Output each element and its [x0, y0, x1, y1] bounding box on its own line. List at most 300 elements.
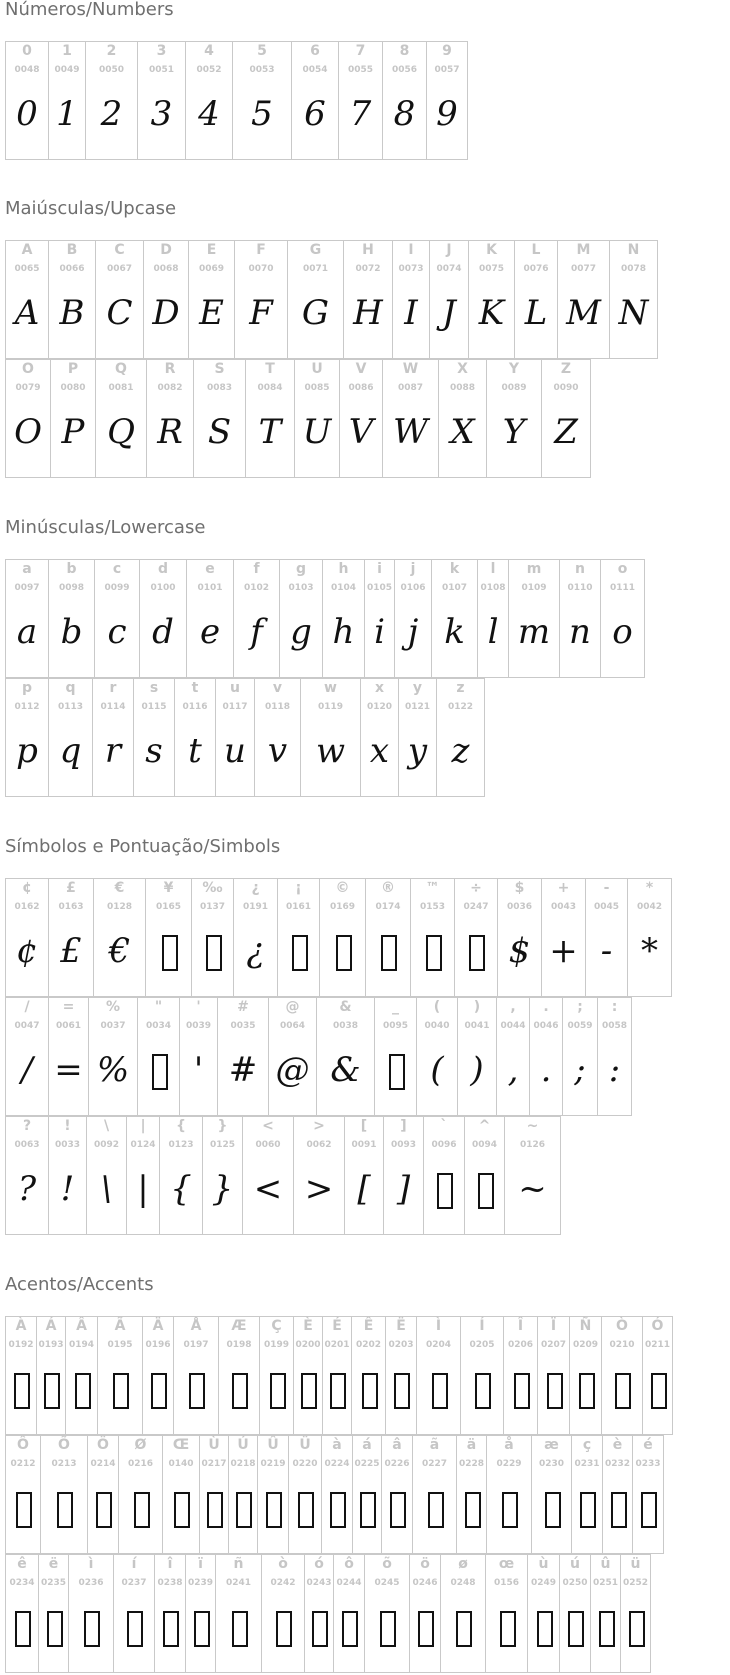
character-code: 0048	[14, 65, 40, 75]
character-label: Û	[267, 1437, 279, 1453]
character-label: å	[504, 1437, 514, 1453]
glyph-cell	[426, 41, 468, 160]
character-code: 0220	[292, 1459, 318, 1469]
missing-glyph-box	[641, 1492, 657, 1528]
character-label: !	[64, 1118, 71, 1134]
glyph-sample: G	[301, 293, 330, 333]
glyph-sample: >	[304, 1169, 334, 1209]
glyph-cell	[48, 559, 95, 678]
character-label: 9	[442, 43, 452, 59]
character-code: 0243	[306, 1578, 332, 1588]
glyph-sample: l	[487, 612, 499, 652]
character-label: %	[105, 999, 121, 1015]
character-label: +	[557, 880, 570, 896]
character-code: 0226	[384, 1459, 410, 1469]
glyph-cell	[429, 240, 469, 359]
character-label: á	[362, 1437, 372, 1453]
character-label: ò	[278, 1556, 288, 1572]
glyph-sample: <	[253, 1169, 283, 1209]
glyph-cell	[139, 559, 187, 678]
character-label: H	[362, 242, 374, 258]
character-label: Y	[508, 361, 520, 377]
missing-glyph-box	[84, 1611, 100, 1647]
character-label: È	[303, 1318, 313, 1334]
character-label: Î	[517, 1318, 524, 1334]
character-label: õ	[382, 1556, 392, 1572]
character-label: Ë	[396, 1318, 406, 1334]
glyph-cell	[601, 1316, 643, 1435]
character-code: 0153	[419, 902, 446, 912]
glyph-cell	[179, 997, 218, 1116]
glyph-sample: d	[152, 612, 174, 652]
character-label: é	[643, 1437, 653, 1453]
glyph-cell	[137, 997, 180, 1116]
character-code: 0096	[431, 1140, 457, 1150]
character-code: 0091	[351, 1140, 377, 1150]
glyph-sample: x	[369, 731, 390, 771]
glyph-cell	[497, 878, 542, 997]
character-code: 0219	[260, 1459, 286, 1469]
character-label: ^	[478, 1118, 491, 1134]
character-code: 0083	[206, 383, 233, 393]
character-label: j	[410, 561, 416, 577]
glyph-sample: £	[60, 931, 82, 971]
glyph-sample: +	[549, 931, 578, 971]
character-label: Ò	[616, 1318, 628, 1334]
character-code: 0092	[93, 1140, 120, 1150]
glyph-cell	[571, 1435, 603, 1554]
missing-glyph-box	[14, 1373, 30, 1409]
character-code: 0108	[480, 583, 506, 593]
character-label: M	[576, 242, 591, 258]
glyph-sample: E	[199, 293, 224, 333]
glyph-sample: u	[224, 731, 246, 771]
glyph-sample: }	[211, 1169, 234, 1209]
glyph-cell	[186, 559, 234, 678]
glyph-cell	[277, 878, 320, 997]
glyph-cell	[392, 240, 430, 359]
glyph-cell	[95, 240, 144, 359]
glyph-cell	[537, 1316, 570, 1435]
glyph-cell	[322, 1316, 352, 1435]
glyph-cell	[527, 1554, 560, 1673]
character-label: _	[392, 999, 399, 1015]
glyph-sample: ~	[518, 1169, 547, 1209]
character-label: |	[140, 1118, 146, 1134]
character-label: #	[237, 999, 249, 1015]
glyph-sample: 4	[198, 94, 220, 134]
glyph-cell	[233, 559, 280, 678]
glyph-cell	[423, 1116, 465, 1235]
glyph-cell	[5, 41, 49, 160]
glyph-cell	[293, 1316, 323, 1435]
glyph-cell	[40, 1435, 88, 1554]
glyph-cell	[48, 41, 86, 160]
character-code: 0212	[10, 1459, 36, 1469]
glyph-cell	[416, 997, 458, 1116]
glyph-cell	[268, 997, 317, 1116]
glyph-sample: *	[641, 931, 658, 971]
glyph-sample: \	[100, 1169, 113, 1209]
character-label: `	[440, 1118, 448, 1134]
missing-glyph-box	[163, 1611, 179, 1647]
missing-glyph-box	[301, 1373, 317, 1409]
glyph-sample: A	[14, 293, 40, 333]
character-label: F	[256, 242, 266, 258]
character-label: s	[149, 680, 159, 696]
glyph-cell	[569, 1316, 602, 1435]
character-code: 0230	[538, 1459, 565, 1469]
character-label: P	[67, 361, 79, 377]
character-code: 0241	[225, 1578, 252, 1588]
glyph-cell	[218, 1316, 260, 1435]
character-code: 0245	[374, 1578, 400, 1588]
character-code: 0233	[635, 1459, 661, 1469]
missing-glyph-box	[389, 1054, 405, 1090]
glyph-cell	[145, 878, 192, 997]
character-code: 0124	[130, 1140, 156, 1150]
character-label: J	[446, 242, 452, 258]
character-code: 0055	[347, 65, 374, 75]
glyph-cell	[118, 1435, 163, 1554]
character-label: p	[21, 680, 33, 696]
glyph-cell	[398, 678, 437, 797]
character-code: 0234	[9, 1578, 35, 1588]
character-label: Ã	[114, 1318, 126, 1334]
missing-glyph-box	[611, 1492, 627, 1528]
character-label: ø	[458, 1556, 468, 1572]
character-label: ñ	[233, 1556, 244, 1572]
missing-glyph-box	[266, 1492, 282, 1528]
glyph-cell	[464, 1116, 505, 1235]
glyph-sample: m	[517, 612, 551, 652]
character-code: 0235	[40, 1578, 67, 1588]
character-code: 0107	[441, 583, 468, 593]
character-label: Œ	[172, 1437, 190, 1453]
character-code: 0238	[157, 1578, 183, 1588]
character-label: (	[433, 999, 441, 1015]
glyph-cell	[364, 1554, 410, 1673]
character-label: O	[22, 361, 34, 377]
missing-glyph-box	[151, 1373, 167, 1409]
character-label: 3	[156, 43, 167, 59]
character-label: Â	[76, 1318, 87, 1334]
glyph-sample: k	[444, 612, 465, 652]
character-label: '	[196, 999, 201, 1015]
character-label: n	[575, 561, 585, 577]
character-label: V	[355, 361, 367, 377]
glyph-sample: F	[249, 293, 273, 333]
character-code: 0128	[106, 902, 133, 912]
missing-glyph-box	[194, 1611, 210, 1647]
character-code: 0251	[592, 1578, 619, 1588]
character-code: 0084	[257, 383, 283, 393]
missing-glyph-box	[162, 935, 178, 971]
glyph-cell	[68, 1554, 114, 1673]
character-label: Ú	[237, 1437, 249, 1453]
character-code: 0082	[157, 383, 183, 393]
character-label: /	[24, 999, 30, 1015]
glyph-sample: W	[393, 412, 428, 452]
character-code: 0206	[507, 1340, 534, 1350]
character-label: g	[295, 561, 307, 577]
character-code: 0201	[324, 1340, 350, 1350]
character-code: 0071	[302, 264, 329, 274]
glyph-sample: L	[524, 293, 548, 333]
character-code: 0053	[249, 65, 275, 75]
character-code: 0051	[148, 65, 175, 75]
glyph-row	[5, 997, 632, 1116]
character-code: 0085	[304, 383, 330, 393]
glyph-cell	[188, 240, 235, 359]
missing-glyph-box	[579, 1373, 595, 1409]
glyph-cell	[185, 41, 233, 160]
glyph-cell	[159, 1116, 203, 1235]
missing-glyph-box	[207, 1492, 223, 1528]
glyph-sample: H	[353, 293, 383, 333]
glyph-cell	[477, 559, 509, 678]
glyph-cell	[48, 1116, 87, 1235]
character-code: 0066	[59, 264, 85, 274]
glyph-cell	[322, 559, 365, 678]
character-code: 0249	[530, 1578, 557, 1588]
glyph-sample: i	[374, 612, 385, 652]
glyph-sample: X	[450, 412, 475, 452]
character-label: C	[114, 242, 125, 258]
glyph-sample: 1	[56, 94, 78, 134]
character-label: 5	[257, 43, 267, 59]
missing-glyph-box	[545, 1492, 561, 1528]
character-label: ®	[381, 880, 395, 896]
glyph-sample: )	[470, 1050, 484, 1090]
glyph-sample: '	[193, 1050, 204, 1090]
character-code: 0097	[14, 583, 40, 593]
glyph-cell	[468, 240, 515, 359]
glyph-cell	[557, 240, 610, 359]
character-label: l	[490, 561, 496, 577]
character-code: 0104	[330, 583, 357, 593]
character-code: 0063	[14, 1140, 40, 1150]
character-code: 0198	[226, 1340, 252, 1350]
character-label: î	[167, 1556, 173, 1572]
character-code: 0043	[550, 902, 577, 912]
character-label: @	[285, 999, 300, 1015]
glyph-cell	[300, 678, 361, 797]
character-code: 0038	[332, 1021, 359, 1031]
character-code: 0106	[400, 583, 426, 593]
character-label: ÷	[470, 880, 482, 896]
character-code: 0077	[570, 264, 597, 274]
character-label: Ù	[208, 1437, 220, 1453]
character-code: 0191	[242, 902, 269, 912]
glyph-cell	[233, 878, 278, 997]
glyph-cell	[92, 678, 134, 797]
character-label: ¡	[295, 880, 302, 896]
glyph-cell	[5, 1316, 37, 1435]
glyph-sample: 5	[251, 94, 273, 134]
glyph-sample: ?	[17, 1169, 37, 1209]
glyph-sample: ¢	[16, 931, 38, 971]
character-code: 0118	[264, 702, 291, 712]
glyph-cell	[456, 1435, 487, 1554]
missing-glyph-box	[629, 1611, 645, 1647]
glyph-cell	[412, 1435, 457, 1554]
glyph-sample: 7	[349, 94, 372, 134]
missing-glyph-box	[232, 1611, 248, 1647]
character-code: 0162	[14, 902, 40, 912]
glyph-cell	[642, 1316, 673, 1435]
character-label: }	[217, 1118, 228, 1134]
character-label: "	[154, 999, 163, 1015]
character-code: 0161	[285, 902, 312, 912]
glyph-cell	[257, 1435, 289, 1554]
character-code: 0058	[601, 1021, 628, 1031]
character-code: 0197	[183, 1340, 209, 1350]
character-code: 0227	[421, 1459, 448, 1469]
glyph-cell	[609, 240, 658, 359]
glyph-cell	[382, 359, 439, 478]
character-label: U	[311, 361, 323, 377]
missing-glyph-box	[292, 935, 308, 971]
character-code: 0068	[153, 264, 179, 274]
glyph-cell	[454, 878, 498, 997]
missing-glyph-box	[75, 1373, 91, 1409]
character-code: 0211	[644, 1340, 671, 1350]
glyph-cell	[316, 997, 375, 1116]
missing-glyph-box	[47, 1611, 63, 1647]
character-label: É	[332, 1318, 342, 1334]
character-code: 0072	[355, 264, 381, 274]
character-label: c	[112, 561, 122, 577]
glyph-cell	[279, 559, 323, 678]
glyph-cell	[5, 1435, 41, 1554]
glyph-cell	[162, 1435, 200, 1554]
character-label: Ñ	[579, 1318, 592, 1334]
character-code: 0065	[14, 264, 40, 274]
character-code: 0070	[248, 264, 274, 274]
glyph-cell	[410, 878, 455, 997]
glyph-sample: ¿	[246, 931, 265, 971]
character-code: 0052	[196, 65, 222, 75]
character-label: ä	[466, 1437, 477, 1453]
missing-glyph-box	[312, 1611, 328, 1647]
missing-glyph-box	[380, 1611, 396, 1647]
character-code: 0074	[436, 264, 462, 274]
character-label: €	[114, 880, 125, 896]
glyph-cell	[143, 240, 189, 359]
glyph-cell	[5, 1554, 39, 1673]
character-code: 0229	[496, 1459, 522, 1469]
character-code: 0209	[572, 1340, 599, 1350]
glyph-cell	[234, 240, 288, 359]
glyph-cell	[394, 559, 432, 678]
character-label: T	[265, 361, 275, 377]
character-code: 0199	[263, 1340, 290, 1350]
character-code: 0034	[145, 1021, 172, 1031]
character-code: 0111	[609, 583, 636, 593]
character-code: 0205	[469, 1340, 495, 1350]
character-code: 0236	[78, 1578, 104, 1588]
character-code: 0125	[209, 1140, 236, 1150]
character-label: t	[191, 680, 199, 696]
character-code: 0120	[366, 702, 393, 712]
character-code: 0089	[501, 383, 527, 393]
character-label: $	[514, 880, 525, 896]
character-label: £	[66, 880, 76, 896]
character-code: 0098	[58, 583, 85, 593]
character-code: 0248	[450, 1578, 476, 1588]
glyph-sample: {	[170, 1169, 192, 1209]
glyph-cell	[360, 678, 399, 797]
character-label: N	[627, 242, 640, 258]
missing-glyph-box	[134, 1492, 150, 1528]
character-label: ü	[630, 1556, 641, 1572]
character-label: 1	[62, 43, 72, 59]
glyph-cell	[457, 997, 497, 1116]
glyph-cell	[416, 1316, 461, 1435]
character-code: 0079	[15, 383, 41, 393]
character-label: æ	[544, 1437, 559, 1453]
character-code: 0073	[398, 264, 424, 274]
character-label: Ï	[550, 1318, 557, 1334]
character-label: ¥	[163, 880, 174, 896]
missing-glyph-box	[336, 935, 352, 971]
missing-glyph-box	[276, 1611, 292, 1647]
glyph-cell	[460, 1316, 504, 1435]
character-label: w	[324, 680, 337, 696]
glyph-sample: M	[566, 293, 601, 333]
character-code: 0169	[329, 902, 356, 912]
character-label: X	[457, 361, 468, 377]
glyph-cell	[215, 1554, 262, 1673]
character-label: œ	[498, 1556, 515, 1572]
glyph-sample: I	[404, 293, 418, 333]
glyph-sample: o	[612, 612, 633, 652]
glyph-cell	[531, 1435, 572, 1554]
character-label: ;	[577, 999, 583, 1015]
character-label: D	[160, 242, 172, 258]
glyph-cell	[259, 1316, 294, 1435]
character-label: z	[456, 680, 465, 696]
character-code: 0040	[424, 1021, 450, 1031]
glyph-cell	[486, 1435, 532, 1554]
character-label: *	[645, 880, 654, 896]
character-label: Å	[190, 1318, 202, 1334]
missing-glyph-box	[390, 1492, 406, 1528]
character-code: 0109	[521, 583, 547, 593]
section-title: Minúsculas/Lowercase	[5, 517, 206, 538]
character-label: d	[157, 561, 169, 577]
character-code: 0045	[593, 902, 620, 912]
character-label: <	[262, 1118, 274, 1134]
glyph-sample: f	[250, 612, 263, 652]
glyph-cell	[321, 1435, 353, 1554]
character-code: 0115	[141, 702, 167, 712]
missing-glyph-box	[96, 1492, 112, 1528]
missing-glyph-box	[456, 1611, 472, 1647]
glyph-cell	[559, 559, 601, 678]
glyph-cell	[514, 240, 558, 359]
character-label: Ü	[299, 1437, 311, 1453]
glyph-sample: 0	[16, 94, 38, 134]
character-label: 8	[399, 43, 410, 59]
glyph-cell	[627, 878, 672, 997]
character-code: 0202	[355, 1340, 382, 1350]
glyph-cell	[137, 41, 186, 160]
character-code: 0036	[506, 902, 533, 912]
glyph-row	[5, 240, 658, 359]
glyph-sample: 8	[393, 94, 416, 134]
